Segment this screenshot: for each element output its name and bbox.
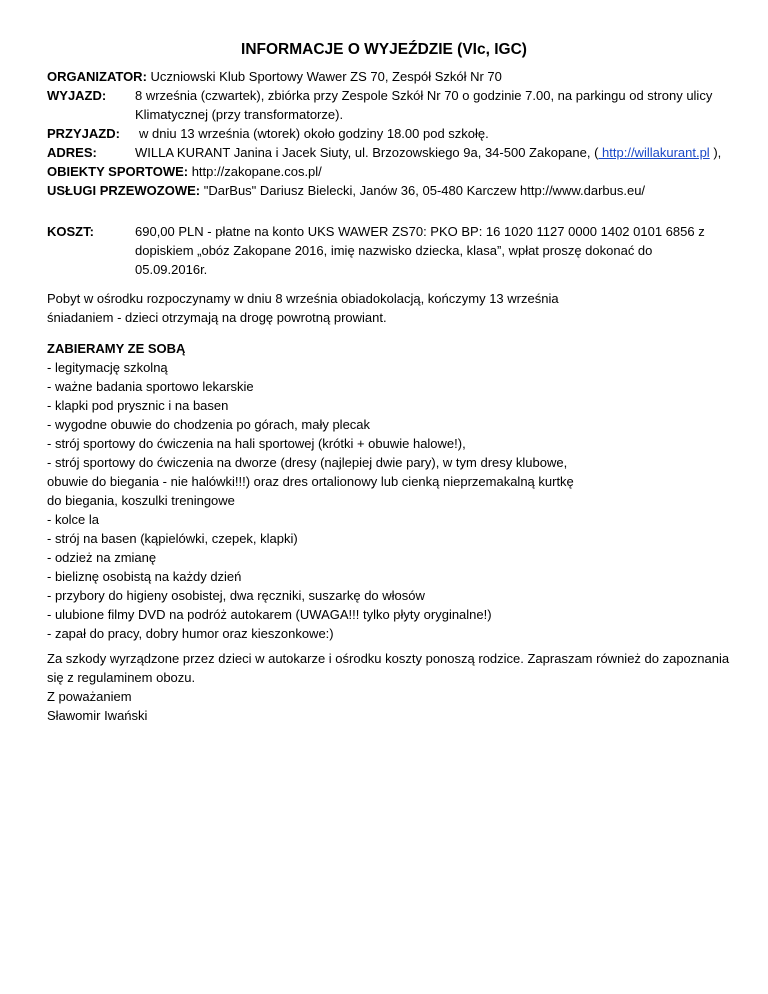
obiekty-row bbox=[47, 162, 737, 181]
obiekty-value: http://zakopane.cos.pl/ bbox=[188, 164, 322, 179]
list-item: - strój sportowy do ćwiczenia na dworze (dresy (najlepiej dwie pary), w tym dresy klubowe, bbox=[47, 455, 568, 470]
przyjazd-value: w dniu 13 września (wtorek) około godziny 18.00 pod szkołę. bbox=[139, 126, 489, 141]
closing-line-1: Za szkody wyrządzone przez dzieci w autokarze i ośrodku koszty ponoszą rodzice. Zapraszam również do zapoznania bbox=[47, 651, 730, 666]
packing-list-heading: ZABIERAMY ZE SOBĄ bbox=[47, 341, 186, 356]
wyjazd-label: WYJAZD: bbox=[47, 88, 107, 103]
closing-line-2: się z regulaminem obozu. bbox=[47, 670, 196, 685]
organizator-value: Uczniowski Klub Sportowy Wawer ZS 70, Zespół Szkół Nr 70 bbox=[146, 69, 502, 84]
adres-text: WILLA KURANT Janina i Jacek Siuty, ul. Brzozowskiego 9a, 34-500 Zakopane, ( bbox=[135, 145, 599, 160]
packing-list bbox=[47, 339, 737, 643]
closing-greeting: Z poważaniem bbox=[47, 689, 132, 704]
trip-info-block bbox=[47, 67, 737, 200]
wyjazd-value bbox=[135, 86, 735, 124]
uslugi-value: "DarBus" Dariusz Bielecki, Janów 36, 05-480 Karczew http://www.darbus.eu/ bbox=[200, 183, 646, 198]
przyjazd-row bbox=[47, 124, 737, 143]
wyjazd-line-2: Klimatycznej (przy transformatorze). bbox=[135, 107, 344, 122]
adres-row bbox=[47, 143, 737, 162]
wyjazd-row bbox=[47, 86, 737, 124]
organizator-row bbox=[47, 67, 737, 86]
pobyt-paragraph bbox=[47, 289, 737, 327]
list-item: - zapał do pracy, dobry humor oraz kieszonkowe:) bbox=[47, 626, 334, 641]
koszt-line-1: 690,00 PLN - płatne na konto UKS WAWER ZS70: PKO BP: 16 1020 1127 0000 1402 0101 6856 z bbox=[135, 224, 705, 239]
list-item-continuation: do biegania, koszulki treningowe bbox=[47, 493, 235, 508]
list-item: - przybory do higieny osobistej, dwa ręczniki, suszarkę do włosów bbox=[47, 588, 425, 603]
list-item: - wygodne obuwie do chodzenia po górach, mały plecak bbox=[47, 417, 371, 432]
list-item: - klapki pod prysznic i na basen bbox=[47, 398, 229, 413]
list-item: - strój sportowy do ćwiczenia na hali sportowej (krótki + obuwie halowe!), bbox=[47, 436, 466, 451]
adres-value bbox=[135, 143, 745, 162]
list-item: - kolce la bbox=[47, 512, 100, 527]
adres-suffix: ), bbox=[709, 145, 722, 160]
przyjazd-label: PRZYJAZD: bbox=[47, 126, 120, 141]
list-item: - odzież na zmianę bbox=[47, 550, 157, 565]
obiekty-label: OBIEKTY SPORTOWE: bbox=[47, 164, 189, 179]
uslugi-label: USŁUGI PRZEWOZOWE: bbox=[47, 183, 201, 198]
wyjazd-line-1: 8 września (czwartek), zbiórka przy Zespole Szkół Nr 70 o godzinie 7.00, na parkingu od strony ulicy bbox=[135, 88, 713, 103]
willakurant-link[interactable]: http://willakurant.pl bbox=[598, 145, 710, 160]
pobyt-line-2: śniadaniem - dzieci otrzymają na drogę powrotną prowiant. bbox=[47, 310, 387, 325]
organizator-label: ORGANIZATOR: bbox=[47, 69, 147, 84]
koszt-line-3: 05.09.2016r. bbox=[135, 262, 208, 277]
uslugi-row bbox=[47, 181, 737, 200]
list-item: - ulubione filmy DVD na podróż autokarem (UWAGA!!! tylko płyty oryginalne!) bbox=[47, 607, 492, 622]
koszt-block bbox=[47, 222, 737, 279]
closing-block bbox=[47, 649, 737, 725]
list-item: - ważne badania sportowo lekarskie bbox=[47, 379, 254, 394]
list-item-continuation: obuwie do biegania - nie halówki!!!) oraz dres ortalionowy lub cienką nieprzemakalną kurtkę bbox=[47, 474, 574, 489]
signature: Sławomir Iwański bbox=[47, 708, 148, 723]
adres-label: ADRES: bbox=[47, 145, 97, 160]
koszt-line-2: dopiskiem „obóz Zakopane 2016, imię nazwisko dziecka, klasa”, wpłat proszę dokonać do bbox=[135, 243, 653, 258]
koszt-value bbox=[135, 222, 735, 279]
pobyt-line-1: Pobyt w ośrodku rozpoczynamy w dniu 8 września obiadokolacją, kończymy 13 września bbox=[47, 291, 559, 306]
page-title: INFORMACJE O WYJEŹDZIE (VIc, IGC) bbox=[241, 41, 527, 58]
list-item: - strój na basen (kąpielówki, czepek, klapki) bbox=[47, 531, 298, 546]
list-item: - legitymację szkolną bbox=[47, 360, 168, 375]
list-item: - bieliznę osobistą na każdy dzień bbox=[47, 569, 242, 584]
koszt-label: KOSZT: bbox=[47, 224, 94, 239]
